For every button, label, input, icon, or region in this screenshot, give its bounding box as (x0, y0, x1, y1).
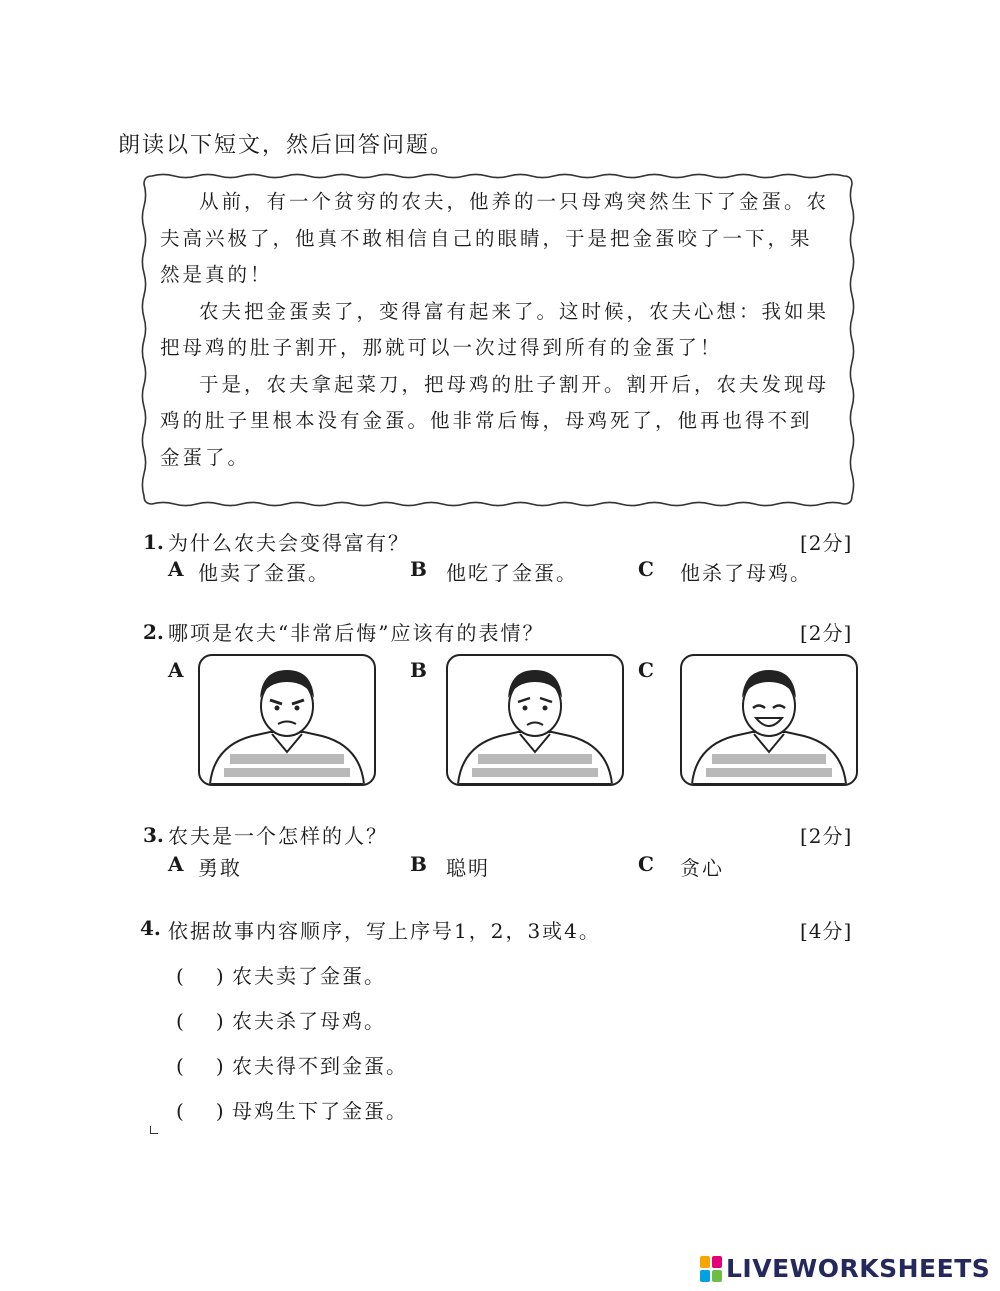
q2-option-c-letter: C (638, 658, 654, 682)
question-2-marks: [2分] (800, 621, 853, 645)
q3-option-b[interactable]: 聪明 (446, 856, 490, 880)
order-item-text: 农夫杀了母鸡。 (232, 1009, 386, 1033)
passage-paragraph: 从前，有一个贫穷的农夫，他养的一只母鸡突然生下了金蛋。农夫高兴极了，他真不敢相信自己的眼睛，于是把金蛋咬了一下，果然是真的！ (160, 190, 830, 286)
question-2-number: 2. (143, 620, 164, 644)
question-1-marks: [2分] (800, 531, 853, 555)
answer-bracket[interactable]: ( ) (176, 1009, 226, 1033)
order-item (176, 1095, 408, 1124)
q1-option-b-letter: B (410, 557, 427, 581)
corner-mark (150, 1126, 158, 1134)
question-3-number: 3. (143, 823, 164, 847)
liveworksheets-logo-icon (700, 1256, 722, 1282)
order-item-text: 农夫卖了金蛋。 (232, 964, 386, 988)
question-4-marks: [4分] (800, 919, 853, 943)
question-3-marks: [2分] (800, 824, 853, 848)
happy-farmer-picture (682, 656, 856, 784)
q3-option-a[interactable]: 勇敢 (198, 856, 242, 880)
order-item-text: 母鸡生下了金蛋。 (232, 1099, 408, 1123)
passage-box (138, 170, 858, 510)
liveworksheets-logo (700, 1254, 990, 1283)
order-item-text: 农夫得不到金蛋。 (232, 1054, 408, 1078)
q2-option-a-letter: A (168, 658, 184, 682)
q2-option-b-picture[interactable] (446, 654, 624, 786)
q1-option-b[interactable]: 他吃了金蛋。 (446, 561, 578, 585)
angry-farmer-picture (200, 656, 374, 784)
q1-option-c-letter: C (638, 557, 654, 581)
instruction: 朗读以下短文，然后回答问题。 (118, 133, 455, 158)
q2-option-b-letter: B (410, 658, 427, 682)
question-3-text: 农夫是一个怎样的人？ (168, 824, 388, 848)
order-item (176, 1050, 408, 1079)
question-4-number: 4. (140, 916, 161, 940)
q3-option-b-letter: B (410, 852, 427, 876)
passage-paragraph: 于是，农夫拿起菜刀，把母鸡的肚子割开。割开后，农夫发现母鸡的肚子里根本没有金蛋。他非常后悔，母鸡死了，他再也得不到金蛋了。 (160, 372, 830, 469)
q1-option-c[interactable]: 他杀了母鸡。 (680, 561, 812, 585)
q2-option-a-picture[interactable] (198, 654, 376, 786)
order-item (176, 960, 386, 989)
liveworksheets-logo-text: LIVEWORKSHEETS (726, 1254, 991, 1283)
answer-bracket[interactable]: ( ) (176, 1054, 226, 1078)
q3-option-c[interactable]: 贪心 (680, 856, 724, 880)
regretful-farmer-picture (448, 656, 622, 784)
passage-text (160, 184, 830, 476)
q3-option-a-letter: A (168, 852, 184, 876)
question-1-number: 1. (143, 530, 164, 554)
question-2-text: 哪项是农夫“非常后悔”应该有的表情？ (168, 621, 545, 645)
q1-option-a-letter: A (168, 557, 184, 581)
q3-option-c-letter: C (638, 852, 654, 876)
passage-paragraph: 农夫把金蛋卖了，变得富有起来了。这时候，农夫心想：我如果把母鸡的肚子割开，那就可以一次过得到所有的金蛋了！ (160, 299, 830, 359)
answer-bracket[interactable]: ( ) (176, 1099, 226, 1123)
question-4-text: 依据故事内容顺序，写上序号1，2，3或4。 (168, 919, 601, 943)
question-1-text: 为什么农夫会变得富有？ (168, 531, 410, 555)
answer-bracket[interactable]: ( ) (176, 964, 226, 988)
q1-option-a[interactable]: 他卖了金蛋。 (198, 561, 330, 585)
order-item (176, 1005, 386, 1034)
q2-option-c-picture[interactable] (680, 654, 858, 786)
